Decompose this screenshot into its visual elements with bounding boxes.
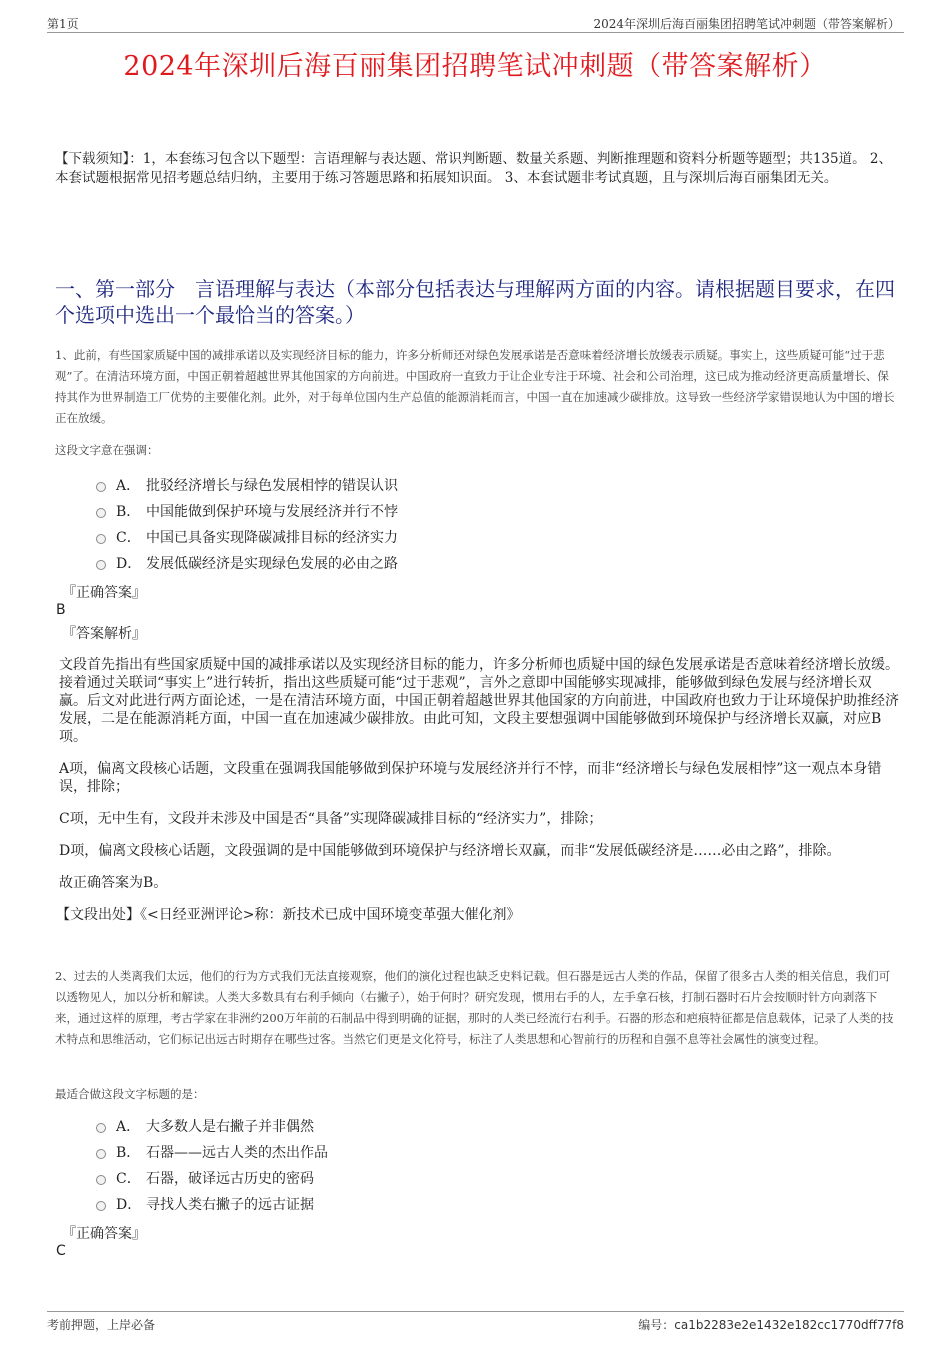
analysis-paragraph: C项，无中生有，文段并未涉及中国是否“具备”实现降碳减排目标的“经济实力”，排除； [59,811,603,827]
document-id-value: ca1b2283e2e1432e182cc1770dff77f8 [674,1318,904,1332]
question-2-options [96,1113,328,1217]
option-c[interactable]: C． 中国已具备实现降碳减排目标的经济实力 [96,524,398,550]
analysis-paragraph: 文段首先指出有些国家质疑中国的减排承诺以及实现经济目标的能力，许多分析师也质疑中国的绿色发展承诺是否意味着经济增长放缓。接着通过关联词“事实上”进行转折，指出这些质疑可能“过于悲观”，言外之意即中国能够实现减排，能够做到绿色发展与经济增长双赢。后文对此进行两方面论述，一是在清洁环境方面，中国正朝着超越世界其他国家的方向前进，中国政府也致力于让环境保护助推经济发展，二是在能源消耗方面，中国一直在加速减少碳排放。由此可知，文段主要想强调中国能够做到环境保护与经济增长双赢，对应B项。 [59,657,899,745]
document-id [638,1316,904,1333]
page-header [47,14,904,33]
answer-label: 『正确答案』 [62,1226,146,1242]
download-notice: 【下载须知】：1，本套练习包含以下题型：言语理解与表达题、常识判断题、数量关系题、判断推理题和资料分析题等题型；共135道。 2、本套试题根据常见招考题总结归纳，主要用于练习答题思路和拓展知识面。 3、本套试题非考试真题，且与深圳后海百丽集团无关。 [55,151,892,186]
analysis-conclusion: 故正确答案为B。 [59,875,168,891]
footer-slogan: 考前押题，上岸必备 [47,1318,156,1332]
option-b[interactable]: B． 石器——远古人类的杰出作品 [96,1139,328,1165]
option-c[interactable]: C． 石器，破译远古历史的密码 [96,1165,328,1191]
page-footer [47,1311,904,1332]
option-d[interactable]: D． 寻找人类右撇子的远古证据 [96,1191,328,1217]
option-a[interactable]: A． 大多数人是右撇子并非偶然 [96,1113,328,1139]
answer-label: 『正确答案』 [62,585,146,601]
analysis-body [56,656,899,938]
section-heading: 一、第一部分 言语理解与表达（本部分包括表达与理解两方面的内容。请根据题目要求，在四个选项中选出一个最恰当的答案。） [55,277,895,327]
radio-icon[interactable] [96,1123,106,1133]
radio-icon[interactable] [96,1175,106,1185]
analysis-paragraph: A项，偏离文段核心话题，文段重在强调我国能够做到保护环境与发展经济并行不悖，而非“经济增长与绿色发展相悖”这一观点本身错误，排除； [59,761,882,795]
radio-icon[interactable] [96,482,106,492]
question-2-text: 2、过去的人类离我们太远，他们的行为方式我们无法直接观察，他们的演化过程也缺乏史料记载。但石器是远古人类的作品，保留了很多古人类的相关信息，我们可以透物见人，加以分析和解读。人类大多数具有右利手倾向（右撇子），始于何时？研究发现，惯用右手的人，左手拿石核，打制石器时石片会按顺时针方向剥落下来，通过这样的原理，考古学家在非洲约200万年前的石制品中得到明确的证据，那时的人类已经流行右利手。石器的形态和疤痕特征都是信息载体，记录了人类的技术特点和思维活动，它们标记出远古时期存在哪些过客。当然它们更是文化符号，标注了人类思想和心智前行的历程和自强不息等社会属性的演变过程。 [55,969,894,1046]
source-citation: 【文段出处】《<日经亚洲评论>称：新技术已成中国环境变革强大催化剂》 [56,907,521,923]
answer-value: C [56,1243,66,1259]
document-id-label: 编号： [638,1318,675,1332]
header-doc-title: 2024年深圳后海百丽集团招聘笔试冲刺题（带答案解析） [593,17,900,31]
radio-icon[interactable] [96,560,106,570]
radio-icon[interactable] [96,534,106,544]
radio-icon[interactable] [96,508,106,518]
page-title: 2024年深圳后海百丽集团招聘笔试冲刺题（带答案解析） [123,51,827,82]
analysis-paragraph: D项，偏离文段核心话题，文段强调的是中国能够做到环境保护与经济增长双赢，而非“发展低碳经济是……必由之路”，排除。 [59,843,841,859]
option-b[interactable]: B． 中国能做到保护环境与发展经济并行不悖 [96,498,398,524]
question-1-text: 1、此前，有些国家质疑中国的减排承诺以及实现经济目标的能力，许多分析师还对绿色发展承诺是否意味着经济增长放缓表示质疑。事实上，这些质疑可能“过于悲观”了。在清洁环境方面，中国正朝着超越世界其他国家的方向前进。中国政府一直致力于让企业专注于环境、社会和公司治理，这已成为推动经济更高质量增长、保持其作为世界制造工厂优势的主要催化剂。此外，对于每单位国内生产总值的能源消耗而言，中国一直在加速减少碳排放。这导致一些经济学家错误地认为中国的增长正在放缓。 [55,348,895,425]
radio-icon[interactable] [96,1201,106,1211]
answer-value: B [56,602,66,618]
option-d[interactable]: D． 发展低碳经济是实现绿色发展的必由之路 [96,550,398,576]
question-2-prompt: 最适合做这段文字标题的是： [55,1087,205,1101]
analysis-label: 『答案解析』 [62,626,146,642]
question-1-options [96,472,398,576]
radio-icon[interactable] [96,1149,106,1159]
question-1-prompt: 这段文字意在强调： [55,443,159,457]
page-number: 第1页 [47,17,79,31]
option-a[interactable]: A． 批驳经济增长与绿色发展相悖的错误认识 [96,472,398,498]
